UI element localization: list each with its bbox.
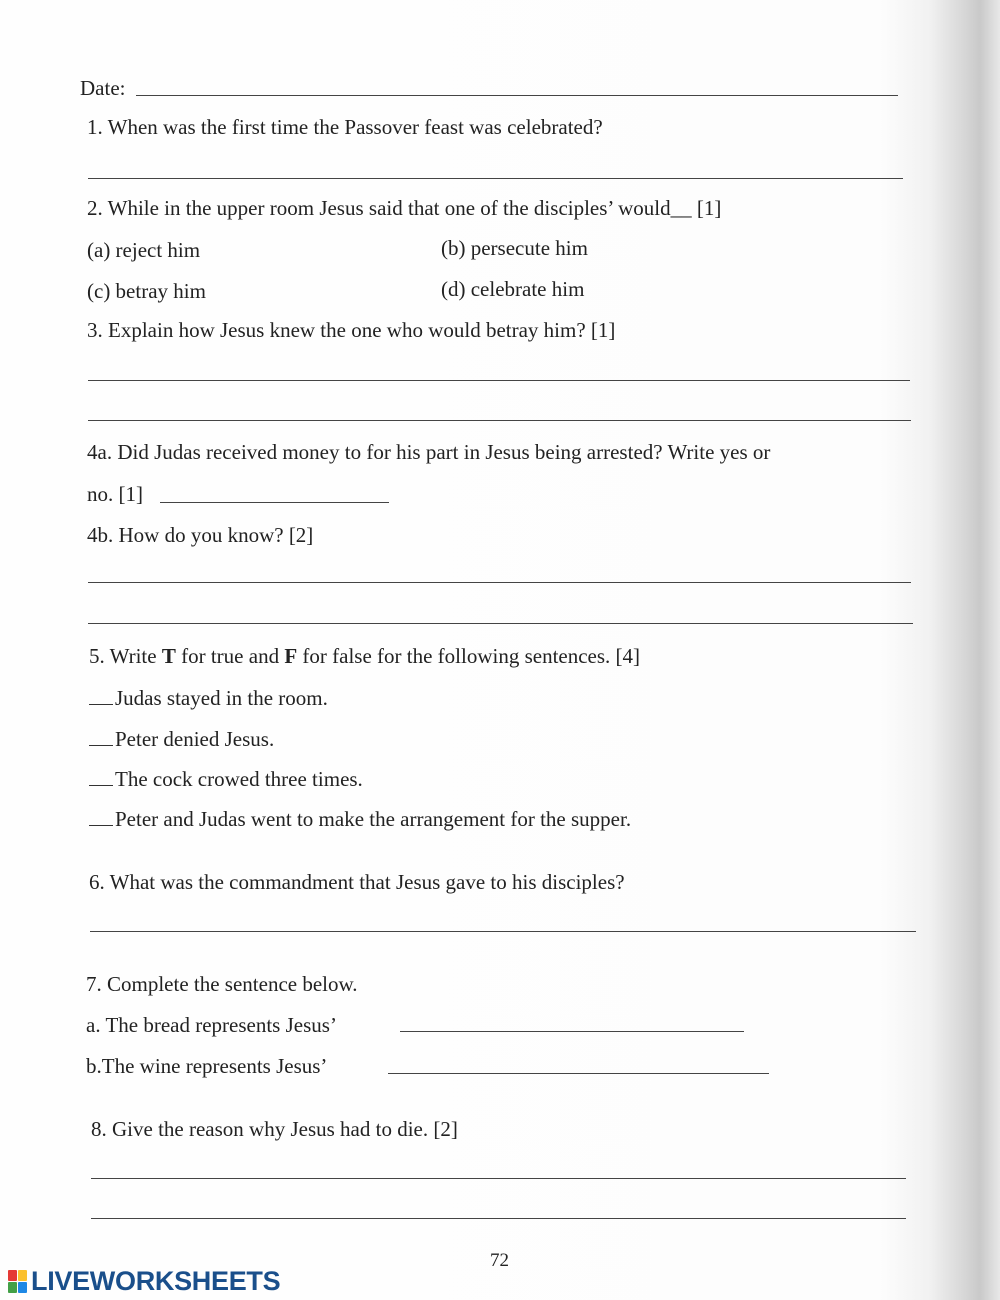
tf-answer-blank-3[interactable] (89, 769, 113, 786)
liveworksheets-wordmark: LIVEWORKSHEETS (31, 1266, 281, 1296)
logo-square-green (8, 1282, 17, 1293)
tf-answer-blank-1[interactable] (89, 688, 113, 705)
question-5-suffix: for false for the following sentences. [4] (297, 644, 641, 668)
question-4a-answer-line[interactable] (160, 502, 389, 503)
question-5-prefix: 5. Write (89, 644, 162, 668)
question-2-option-b[interactable]: (b) persecute him (441, 236, 588, 260)
question-6: 6. What was the commandment that Jesus gave to his disciples? (89, 870, 625, 894)
question-2-option-c[interactable]: (c) betray him (87, 279, 206, 303)
question-5-middle: for true and (175, 644, 285, 668)
question-2: 2. While in the upper room Jesus said that one of the disciples’ would__ [1] (87, 196, 722, 220)
tf-statement-1-text: Judas stayed in the room. (115, 686, 328, 710)
tf-statement-3-text: The cock crowed three times. (115, 767, 363, 791)
tf-answer-blank-2[interactable] (89, 729, 113, 746)
question-3-answer-line-1[interactable] (88, 380, 910, 381)
question-4b-answer-line-1[interactable] (88, 582, 911, 583)
question-3-answer-line-2[interactable] (88, 420, 911, 421)
question-2-option-a[interactable]: (a) reject him (87, 238, 201, 262)
question-1: 1. When was the first time the Passover feast was celebrated? (87, 115, 603, 139)
question-7: 7. Complete the sentence below. (86, 972, 358, 996)
question-7a: a. The bread represents Jesus’ (86, 1013, 337, 1037)
tf-statement-2-text: Peter denied Jesus. (115, 727, 275, 751)
question-4b-answer-line-2[interactable] (88, 623, 913, 624)
tf-answer-blank-4[interactable] (89, 809, 113, 826)
liveworksheets-logo-icon (8, 1270, 27, 1293)
tf-statement-4-text: Peter and Judas went to make the arrangement for the supper. (115, 807, 632, 831)
question-7b-answer-line[interactable] (388, 1073, 769, 1074)
tf-statement-4 (89, 809, 631, 830)
false-letter: F (284, 644, 298, 668)
page-number: 72 (490, 1250, 509, 1271)
question-7a-answer-line[interactable] (400, 1031, 744, 1032)
question-6-answer-line[interactable] (90, 931, 916, 932)
question-1-answer-line[interactable] (88, 178, 903, 179)
question-7b: b.The wine represents Jesus’ (86, 1054, 328, 1078)
question-8-answer-line-1[interactable] (91, 1178, 906, 1179)
date-label: Date: (80, 76, 126, 100)
question-4a-line-2: no. [1] (87, 482, 143, 506)
logo-square-red (8, 1270, 17, 1281)
question-5 (89, 646, 640, 667)
liveworksheets-logo (8, 1266, 280, 1297)
logo-square-yellow (18, 1270, 27, 1281)
tf-statement-1 (89, 688, 328, 709)
true-letter: T (161, 644, 176, 668)
question-2-option-d[interactable]: (d) celebrate him (441, 277, 585, 301)
question-4a-line-1: 4a. Did Judas received money to for his part in Jesus being arrested? Write yes or (87, 440, 771, 464)
logo-square-blue (18, 1282, 27, 1293)
tf-statement-3 (89, 769, 363, 790)
question-3: 3. Explain how Jesus knew the one who would betray him? [1] (87, 318, 616, 342)
date-answer-line[interactable] (136, 95, 898, 96)
question-8-answer-line-2[interactable] (91, 1218, 906, 1219)
tf-statement-2 (89, 729, 274, 750)
question-4b: 4b. How do you know? [2] (87, 523, 314, 547)
question-8: 8. Give the reason why Jesus had to die. [2] (91, 1117, 458, 1141)
